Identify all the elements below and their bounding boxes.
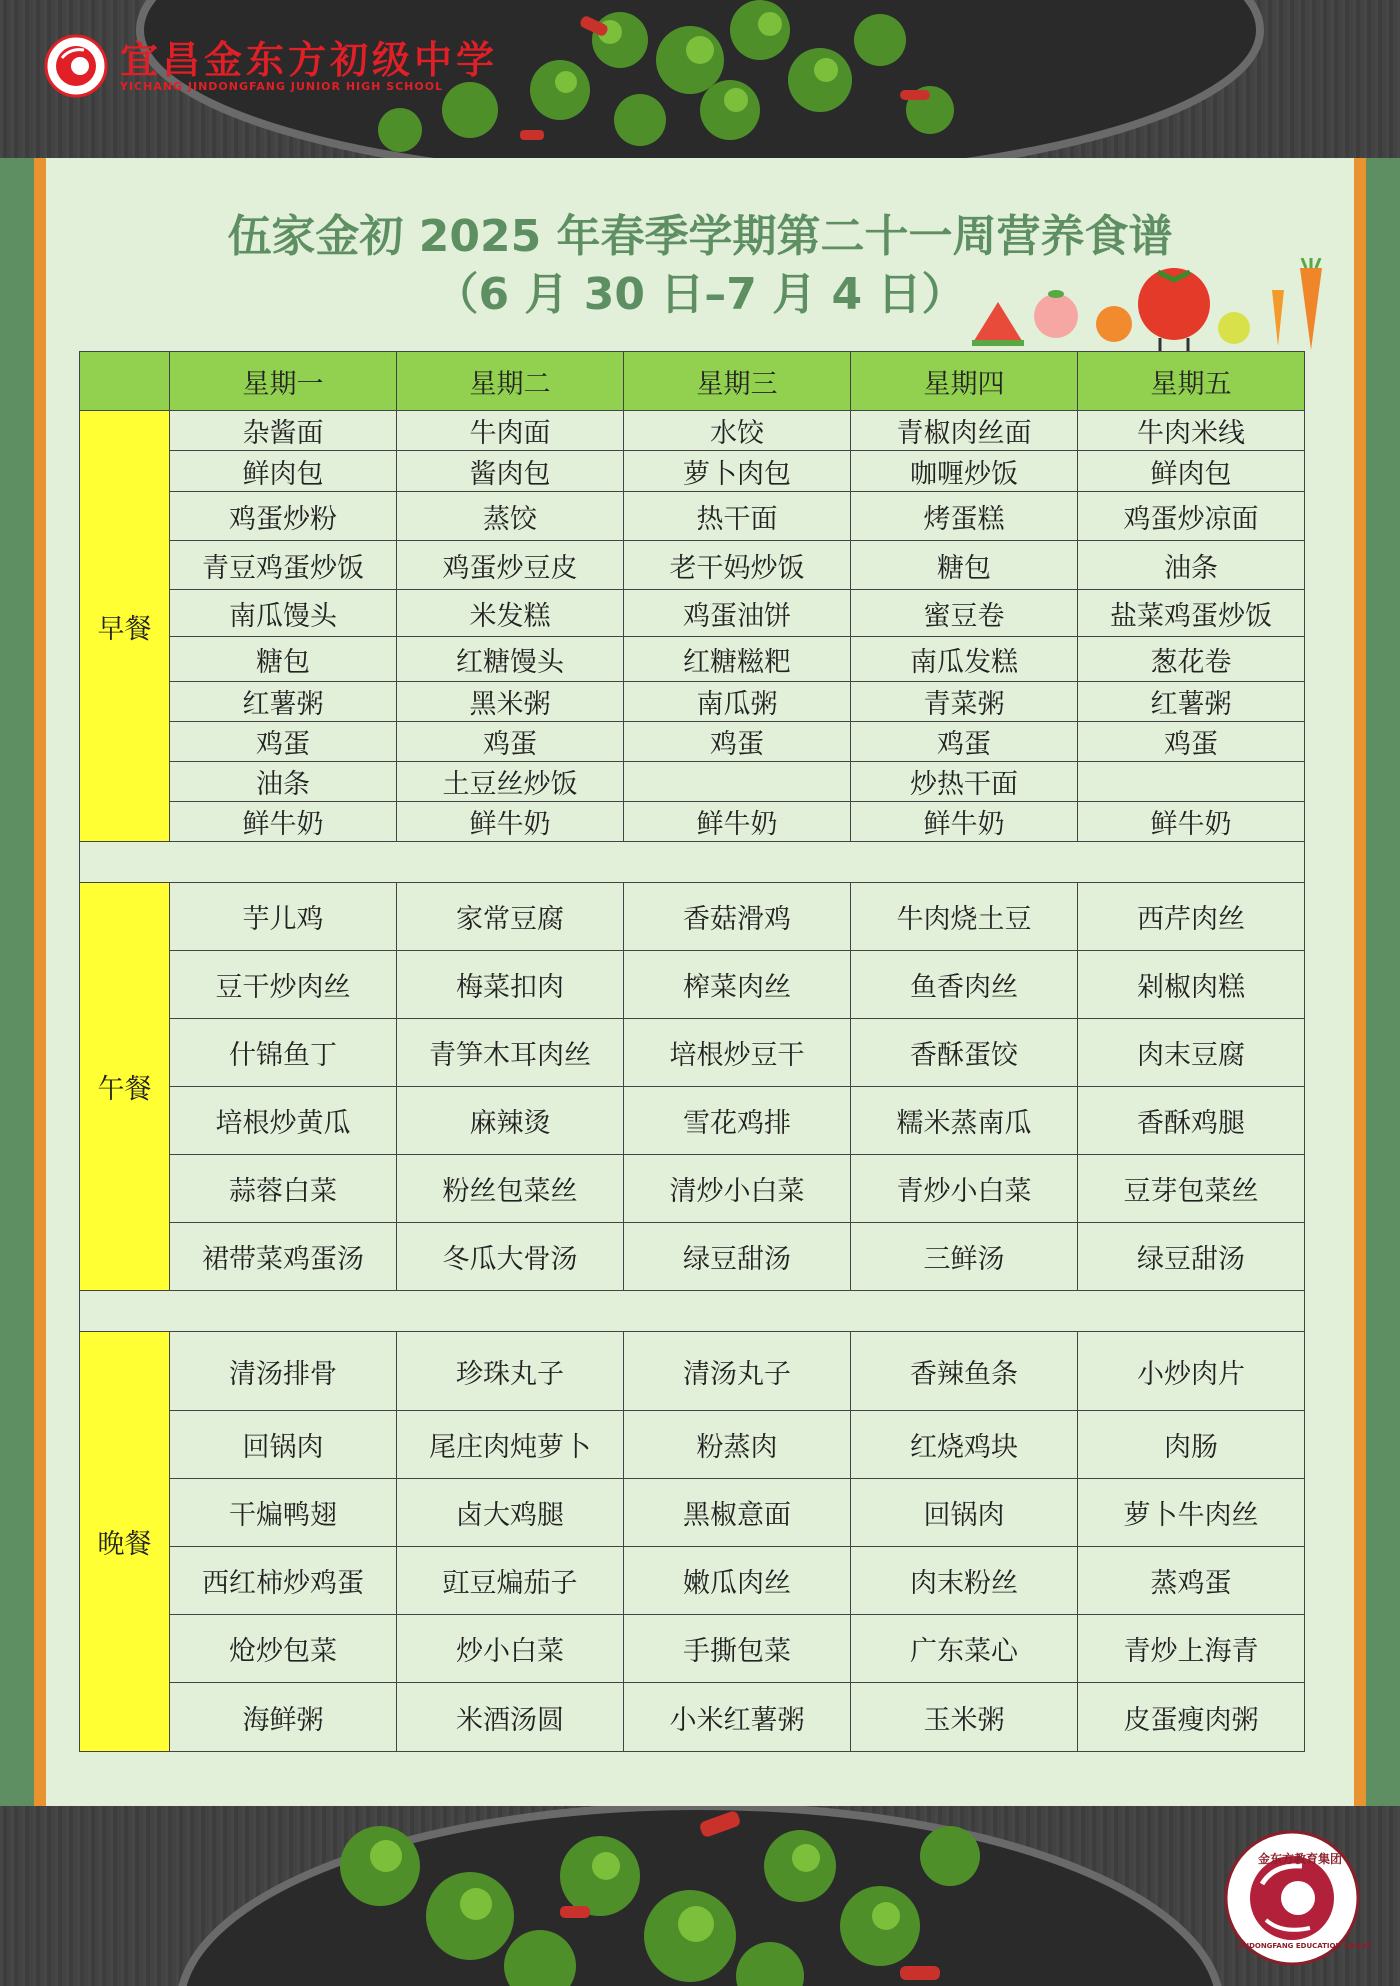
menu-cell: 糖包: [170, 637, 397, 682]
table-row: [80, 682, 1305, 722]
menu-cell: 南瓜馒头: [170, 590, 397, 637]
carrot-small-icon: [1272, 290, 1284, 346]
menu-cell: 鸡蛋: [1078, 722, 1305, 762]
table-row: [80, 722, 1305, 762]
menu-cell: 梅菜扣肉: [397, 951, 624, 1019]
menu-cell: 青笋木耳肉丝: [397, 1019, 624, 1087]
right-border: [1354, 158, 1400, 1806]
table-row: [80, 1615, 1305, 1683]
day-header: 星期一: [170, 352, 397, 411]
menu-cell: 干煸鸭翅: [170, 1479, 397, 1547]
menu-cell: 炒小白菜: [397, 1615, 624, 1683]
menu-cell: 酱肉包: [397, 451, 624, 492]
menu-cell: 香酥蛋饺: [851, 1019, 1078, 1087]
menu-cell: 清汤丸子: [624, 1332, 851, 1411]
menu-cell: 糖包: [851, 541, 1078, 590]
separator-row: [80, 842, 1305, 883]
menu-cell: 鸡蛋炒凉面: [1078, 492, 1305, 541]
menu-cell: 香菇滑鸡: [624, 883, 851, 951]
bottom-banner: [0, 1806, 1400, 1986]
menu-cell: 香辣鱼条: [851, 1332, 1078, 1411]
day-header: 星期二: [397, 352, 624, 411]
menu-cell: 红糖糍粑: [624, 637, 851, 682]
menu-cell: 海鲜粥: [170, 1683, 397, 1752]
menu-cell: 米酒汤圆: [397, 1683, 624, 1752]
menu-cell: 青豆鸡蛋炒饭: [170, 541, 397, 590]
menu-cell: 清炒小白菜: [624, 1155, 851, 1223]
menu-cell: 青菜粥: [851, 682, 1078, 722]
day-header: 星期五: [1078, 352, 1305, 411]
menu-cell: 盐菜鸡蛋炒饭: [1078, 590, 1305, 637]
school-name-en: YICHANG JINDONGFANG JUNIOR HIGH SCHOOL: [120, 79, 444, 93]
menu-cell: [624, 762, 851, 802]
menu-cell: 鲜牛奶: [624, 802, 851, 842]
menu-cell: 炒热干面: [851, 762, 1078, 802]
table-row: [80, 492, 1305, 541]
menu-cell: 南瓜粥: [624, 682, 851, 722]
menu-cell: 糯米蒸南瓜: [851, 1087, 1078, 1155]
menu-cell: 红糖馒头: [397, 637, 624, 682]
carrot-icon: [1300, 268, 1322, 350]
menu-cell: 卤大鸡腿: [397, 1479, 624, 1547]
table-row: [80, 1683, 1305, 1752]
separator-row: [80, 1291, 1305, 1332]
menu-cell: 鸡蛋油饼: [624, 590, 851, 637]
menu-cell: 鲜牛奶: [851, 802, 1078, 842]
menu-cell: 鲜肉包: [1078, 451, 1305, 492]
menu-cell: 热干面: [624, 492, 851, 541]
menu-cell: 黑椒意面: [624, 1479, 851, 1547]
menu-cell: 红薯粥: [1078, 682, 1305, 722]
menu-cell: 冬瓜大骨汤: [397, 1223, 624, 1291]
top-banner: [0, 0, 1400, 158]
menu-cell: 肉末粉丝: [851, 1547, 1078, 1615]
menu-cell: 土豆丝炒饭: [397, 762, 624, 802]
menu-cell: 豇豆煸茄子: [397, 1547, 624, 1615]
menu-cell: 皮蛋瘦肉粥: [1078, 1683, 1305, 1752]
school-name: 宜昌金东方初级中学: [120, 36, 499, 82]
table-row: [80, 1547, 1305, 1615]
menu-cell: 鲜牛奶: [170, 802, 397, 842]
vegetable-pan-image: [0, 1806, 1400, 1986]
menu-cell: 玉米粥: [851, 1683, 1078, 1752]
table-row: [80, 1223, 1305, 1291]
menu-cell: 萝卜牛肉丝: [1078, 1479, 1305, 1547]
menu-cell: 绿豆甜汤: [624, 1223, 851, 1291]
menu-cell: [1078, 762, 1305, 802]
menu-cell: 家常豆腐: [397, 883, 624, 951]
menu-cell: 豆芽包菜丝: [1078, 1155, 1305, 1223]
menu-cell: 培根炒黄瓜: [170, 1087, 397, 1155]
menu-cell: 清汤排骨: [170, 1332, 397, 1411]
menu-cell: 牛肉米线: [1078, 411, 1305, 451]
menu-cell: 珍珠丸子: [397, 1332, 624, 1411]
education-group-name: 金东方教育集团: [1258, 1852, 1343, 1866]
peach-icon: [1034, 294, 1078, 338]
menu-cell: 水饺: [624, 411, 851, 451]
menu-cell: 油条: [170, 762, 397, 802]
menu-cell: 油条: [1078, 541, 1305, 590]
menu-cell: 蒸饺: [397, 492, 624, 541]
menu-cell: 牛肉面: [397, 411, 624, 451]
menu-cell: 回锅肉: [170, 1411, 397, 1479]
menu-cell: 烤蛋糕: [851, 492, 1078, 541]
menu-cell: 肉肠: [1078, 1411, 1305, 1479]
day-header: 星期三: [624, 352, 851, 411]
menu-cell: 鸡蛋: [170, 722, 397, 762]
menu-cell: 炝炒包菜: [170, 1615, 397, 1683]
menu-cell: 小米红薯粥: [624, 1683, 851, 1752]
meal-label-breakfast: 早餐: [80, 411, 170, 842]
school-emblem-icon: [44, 34, 108, 98]
menu-cell: 鸡蛋炒豆皮: [397, 541, 624, 590]
table-row: [80, 1411, 1305, 1479]
menu-cell: 芋儿鸡: [170, 883, 397, 951]
menu-cell: 鲜肉包: [170, 451, 397, 492]
menu-cell: 培根炒豆干: [624, 1019, 851, 1087]
menu-cell: 萝卜肉包: [624, 451, 851, 492]
lime-icon: [1218, 312, 1250, 344]
menu-cell: 三鲜汤: [851, 1223, 1078, 1291]
menu-cell: 豆干炒肉丝: [170, 951, 397, 1019]
menu-table: [79, 351, 1305, 1752]
menu-cell: 青炒小白菜: [851, 1155, 1078, 1223]
table-row: [80, 1155, 1305, 1223]
menu-cell: 南瓜发糕: [851, 637, 1078, 682]
menu-cell: 红烧鸡块: [851, 1411, 1078, 1479]
menu-cell: 青炒上海青: [1078, 1615, 1305, 1683]
menu-cell: 西芹肉丝: [1078, 883, 1305, 951]
school-logo: [44, 34, 498, 98]
menu-cell: 鱼香肉丝: [851, 951, 1078, 1019]
table-header-row: [80, 352, 1305, 411]
menu-cell: 广东菜心: [851, 1615, 1078, 1683]
menu-cell: 鸡蛋: [851, 722, 1078, 762]
menu-cell: 西红柿炒鸡蛋: [170, 1547, 397, 1615]
menu-cell: 雪花鸡排: [624, 1087, 851, 1155]
table-row: [80, 883, 1305, 951]
table-row: [80, 1087, 1305, 1155]
meal-label-dinner: 晚餐: [80, 1332, 170, 1752]
menu-cell: 米发糕: [397, 590, 624, 637]
menu-cell: 手撕包菜: [624, 1615, 851, 1683]
menu-cell: 肉末豆腐: [1078, 1019, 1305, 1087]
menu-cell: 鸡蛋: [624, 722, 851, 762]
fruit-characters-illustration: [972, 258, 1332, 354]
menu-cell: 粉丝包菜丝: [397, 1155, 624, 1223]
menu-cell: 嫩瓜肉丝: [624, 1547, 851, 1615]
menu-cell: 牛肉烧土豆: [851, 883, 1078, 951]
menu-cell: 尾庄肉炖萝卜: [397, 1411, 624, 1479]
table-row: [80, 1019, 1305, 1087]
table-row: [80, 802, 1305, 842]
menu-cell: 红薯粥: [170, 682, 397, 722]
meal-label-lunch: 午餐: [80, 883, 170, 1291]
menu-cell: 咖喱炒饭: [851, 451, 1078, 492]
menu-cell: 鲜牛奶: [397, 802, 624, 842]
table-row: [80, 451, 1305, 492]
menu-cell: 鸡蛋: [397, 722, 624, 762]
menu-cell: 小炒肉片: [1078, 1332, 1305, 1411]
menu-cell: 剁椒肉糕: [1078, 951, 1305, 1019]
menu-cell: 黑米粥: [397, 682, 624, 722]
page-title: 伍家金初 2025 年春季学期第二十一周营养食谱: [227, 211, 1173, 262]
table-row: [80, 411, 1305, 451]
tomato-small-icon: [1096, 306, 1132, 342]
corner-cell: [80, 352, 170, 411]
menu-cell: 回锅肉: [851, 1479, 1078, 1547]
menu-cell: 什锦鱼丁: [170, 1019, 397, 1087]
watermelon-icon: [972, 302, 1024, 344]
table-row: [80, 637, 1305, 682]
menu-cell: 麻辣烫: [397, 1087, 624, 1155]
menu-cell: 老干妈炒饭: [624, 541, 851, 590]
menu-cell: 鲜牛奶: [1078, 802, 1305, 842]
table-row: [80, 590, 1305, 637]
menu-cell: 蜜豆卷: [851, 590, 1078, 637]
left-border: [0, 158, 46, 1806]
table-row: [80, 1479, 1305, 1547]
menu-cell: 青椒肉丝面: [851, 411, 1078, 451]
menu-cell: 蒜蓉白菜: [170, 1155, 397, 1223]
table-row: [80, 951, 1305, 1019]
menu-cell: 香酥鸡腿: [1078, 1087, 1305, 1155]
menu-cell: 绿豆甜汤: [1078, 1223, 1305, 1291]
day-header: 星期四: [851, 352, 1078, 411]
table-row: [80, 1332, 1305, 1411]
menu-cell: 葱花卷: [1078, 637, 1305, 682]
education-group-name-en: JINDONGFANG EDUCATION GROUP: [1238, 1942, 1372, 1950]
table-row: [80, 541, 1305, 590]
menu-cell: 杂酱面: [170, 411, 397, 451]
menu-cell: 蒸鸡蛋: [1078, 1547, 1305, 1615]
menu-cell: 粉蒸肉: [624, 1411, 851, 1479]
table-row: [80, 762, 1305, 802]
menu-cell: 裙带菜鸡蛋汤: [170, 1223, 397, 1291]
menu-cell: 榨菜肉丝: [624, 951, 851, 1019]
date-range: （6 月 30 日–7 月 4 日）: [434, 269, 966, 320]
menu-cell: 鸡蛋炒粉: [170, 492, 397, 541]
